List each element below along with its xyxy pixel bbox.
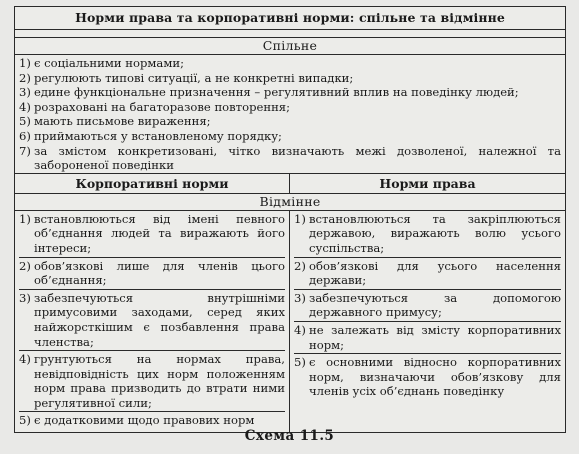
common-item (19, 71, 561, 86)
item-number: 2) (294, 258, 306, 273)
list-item (19, 413, 285, 429)
item-number: 5) (19, 114, 31, 129)
legal-norms-header: Норми права (379, 175, 476, 191)
common-item (19, 114, 561, 129)
corporate-norms-column (15, 211, 290, 432)
item-number: 3) (19, 290, 31, 305)
item-text: є соціальними нормами; (34, 56, 184, 70)
list-item (19, 291, 285, 351)
common-heading: Спільне (15, 38, 565, 55)
item-text: є додатковими щодо правових норм (34, 413, 255, 428)
item-number: 4) (294, 322, 306, 337)
item-text: встановлюються від імені певного об’єднання людей та виражають його інтереси; (34, 211, 285, 255)
item-text: забезпечуються внутрішніми примусовими заходами, серед яких найжорсткішим є позбавлення права членства; (34, 290, 285, 349)
table-title: Норми права та корпоративні норми: спільне та відмінне (15, 7, 565, 30)
item-number: 2) (19, 258, 31, 273)
item-text: забезпечуються за допомогою державного примусу; (309, 290, 561, 320)
item-text: регулюють типові ситуації, а не конкретні випадки; (34, 70, 354, 85)
item-number: 1) (19, 211, 31, 226)
item-text: встановлюються та закріплюються державою, виражають волю усього суспільства; (309, 211, 561, 255)
item-text: за змістом конкретизовані, чітко визначають межі дозволеної, належної та забороненої поведінки (34, 143, 561, 173)
item-text: є основними відносно корпоративних норм, визначаючи обов’язкову для членів усіх об’єднань поведінку (309, 355, 561, 399)
item-text: мають письмове вираження; (34, 114, 211, 129)
title-gap (15, 30, 565, 38)
common-item (19, 129, 561, 144)
common-item (19, 85, 561, 100)
columns-header (15, 174, 565, 194)
scheme-caption: Схема 11.5 (244, 428, 335, 444)
list-item (19, 259, 285, 290)
item-text: не залежать від змісту корпоративних норм; (309, 322, 561, 352)
corporate-norms-header: Корпоративні норми (15, 174, 290, 193)
item-number: 5) (19, 413, 31, 428)
legal-norms-column (290, 211, 565, 432)
list-item (294, 323, 561, 354)
list-item (294, 212, 561, 258)
scheme-table (14, 6, 566, 433)
item-text: розраховані на багаторазове повторення; (34, 99, 291, 114)
item-text: обов’язкові лише для членів цього об’єднання; (34, 258, 285, 288)
item-number: 7) (19, 143, 31, 158)
item-number: 1) (19, 56, 31, 70)
item-number: 2) (19, 70, 31, 85)
item-text: обов’язкові для усього населення держави; (309, 258, 561, 288)
list-item (19, 212, 285, 258)
common-list (15, 55, 565, 174)
item-text: приймаються у встановленому порядку; (34, 128, 282, 143)
item-number: 4) (19, 99, 31, 114)
differences-body (15, 211, 565, 432)
list-item (19, 352, 285, 412)
item-text: едине функціональне призначення – регулятивний вплив на поведінку людей; (34, 85, 519, 100)
item-number: 3) (19, 85, 31, 100)
list-item (294, 259, 561, 290)
common-item (19, 56, 561, 71)
list-item (294, 355, 561, 400)
item-number: 5) (294, 355, 306, 370)
differences-heading: Відмінне (15, 194, 565, 211)
list-item (294, 291, 561, 322)
item-number: 4) (19, 352, 31, 367)
common-item (19, 144, 561, 173)
common-item (19, 100, 561, 115)
item-number: 1) (294, 211, 306, 226)
item-number: 3) (294, 290, 306, 305)
item-text: грунтуються на нормах права, невідповідність цих норм положенням норм права призводить до втрати ними регулятивної сили; (34, 352, 285, 410)
item-number: 6) (19, 128, 31, 143)
